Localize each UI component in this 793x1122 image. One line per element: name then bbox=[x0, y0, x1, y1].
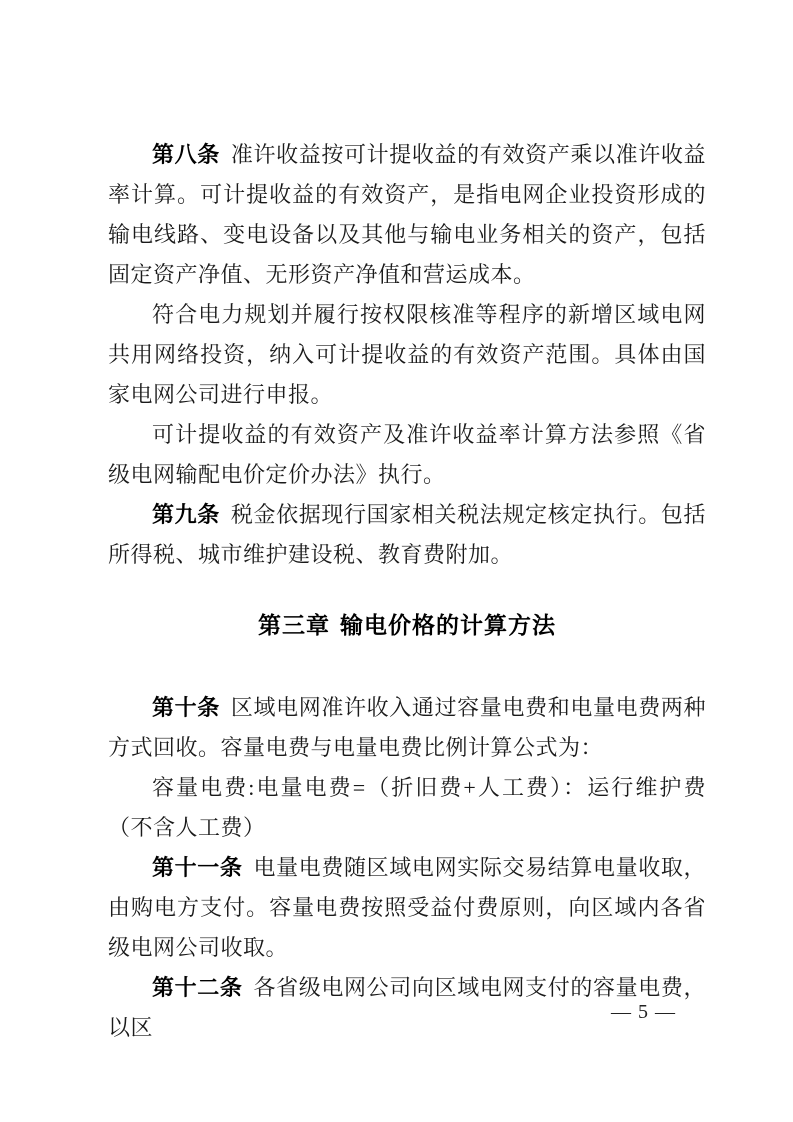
article-10-number: 第十条 bbox=[152, 695, 220, 720]
paragraph-reference-method bbox=[108, 415, 706, 495]
paragraph-grid-investment-text: 符合电力规划并履行按权限核准等程序的新增区域电网共用网络投资，纳入可计提收益的有效资产范围。具体由国家电网公司进行申报。 bbox=[108, 302, 706, 407]
document-body bbox=[108, 0, 706, 1048]
formula-line bbox=[108, 768, 706, 848]
paragraph-grid-investment bbox=[108, 295, 706, 415]
paragraph-article-9 bbox=[108, 495, 706, 575]
article-11-text: 电量电费随区域电网实际交易结算电量收取，由购电方支付。容量电费按照受益付费原则，向区域内各省级电网公司收取。 bbox=[108, 855, 706, 960]
page-number: — 5 — bbox=[611, 1001, 676, 1023]
article-10-text: 区域电网准许收入通过容量电费和电量电费两种方式回收。容量电费与电量电费比例计算公式为： bbox=[108, 695, 706, 760]
article-11-number: 第十一条 bbox=[152, 855, 243, 880]
article-9-number: 第九条 bbox=[152, 502, 220, 527]
article-8-text: 准许收益按可计提收益的有效资产乘以准许收益率计算。可计提收益的有效资产，是指电网企业投资形成的输电线路、变电设备以及其他与输电业务相关的资产，包括固定资产净值、无形资产净值和营运成本。 bbox=[108, 142, 706, 287]
paragraph-reference-method-text: 可计提收益的有效资产及准许收益率计算方法参照《省级电网输配电价定价办法》执行。 bbox=[108, 422, 706, 487]
formula-line-text: 容量电费:电量电费=（折旧费+人工费）：运行维护费（不含人工费） bbox=[108, 775, 706, 840]
paragraph-article-8 bbox=[108, 135, 706, 295]
paragraph-article-10 bbox=[108, 688, 706, 768]
paragraph-article-11 bbox=[108, 848, 706, 968]
article-8-number: 第八条 bbox=[152, 142, 220, 167]
chapter-heading-number: 第三章 bbox=[258, 612, 330, 638]
article-12-number: 第十二条 bbox=[152, 975, 243, 1000]
chapter-heading bbox=[108, 605, 706, 645]
article-12-text: 各省级电网公司向区域电网支付的容量电费，以区 bbox=[108, 975, 706, 1040]
chapter-heading-title: 输电价格的计算方法 bbox=[340, 612, 556, 638]
article-9-text: 税金依据现行国家相关税法规定核定执行。包括所得税、城市维护建设税、教育费附加。 bbox=[108, 502, 706, 567]
